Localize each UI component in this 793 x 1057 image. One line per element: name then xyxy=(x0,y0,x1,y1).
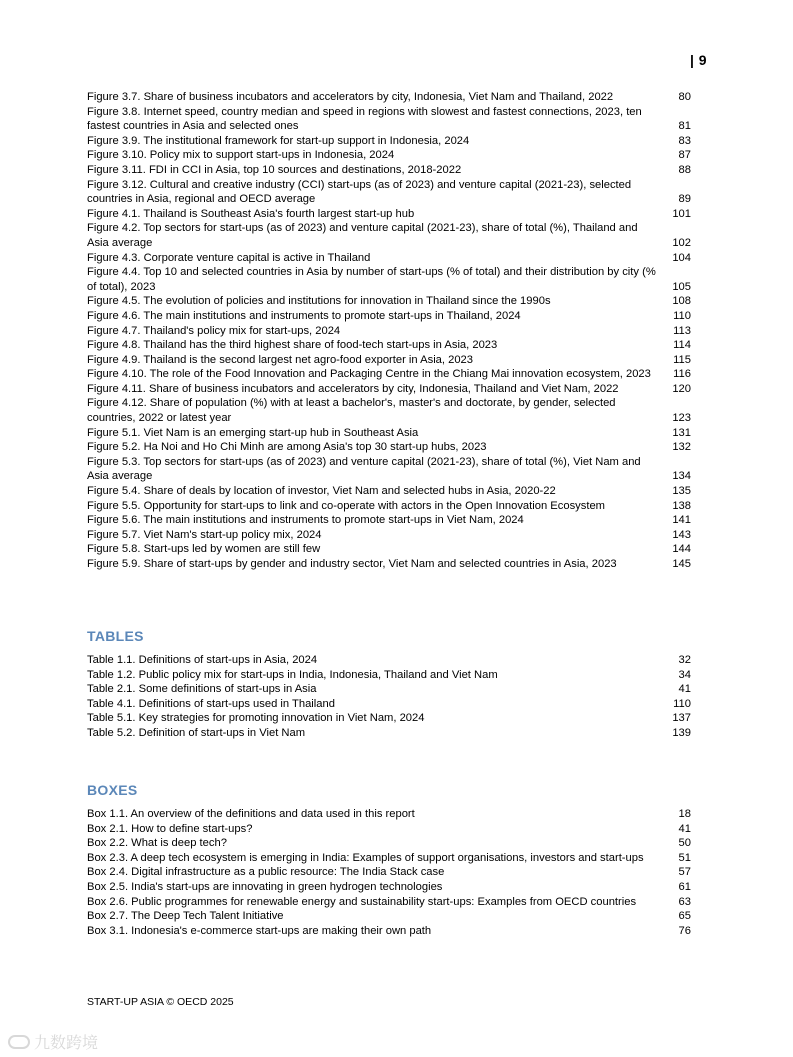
toc-entry[interactable] xyxy=(87,367,691,382)
toc-entry-page: 110 xyxy=(673,309,691,322)
toc-entry-title: Figure 5.3. Top sectors for start-ups (as of 2023) and venture capital (2021-23), share of total (%), Viet Nam and Asia average xyxy=(87,455,641,483)
toc-entry[interactable] xyxy=(87,440,691,455)
toc-entry-title: Box 2.7. The Deep Tech Talent Initiative xyxy=(87,910,284,923)
toc-entry-title: Table 4.1. Definitions of start-ups used in Thailand xyxy=(87,697,335,710)
toc-entry-title: Figure 4.8. Thailand has the third highest share of food-tech start-ups in Asia, 2023 xyxy=(87,339,498,352)
toc-entry-page: 110 xyxy=(673,697,691,710)
toc-entry-title: Box 2.3. A deep tech ecosystem is emerging in India: Examples of support organisations, investors and start-ups xyxy=(87,851,644,864)
toc-entry-page: 144 xyxy=(672,543,691,556)
toc-entry-page: 115 xyxy=(673,353,691,366)
toc-entry-title: Table 1.1. Definitions of start-ups in Asia, 2024 xyxy=(87,654,318,666)
toc-entry-title: Figure 4.6. The main institutions and instruments to promote start-ups in Thailand, 2024 xyxy=(87,309,521,322)
toc-entry-title: Figure 4.7. Thailand's policy mix for start-ups, 2024 xyxy=(87,324,341,337)
toc-entry[interactable] xyxy=(87,697,691,712)
toc-entry[interactable] xyxy=(87,851,691,866)
toc-entry-page: 134 xyxy=(672,470,691,483)
toc-entry-title: Figure 4.5. The evolution of policies and institutions for innovation in Thailand since the 1990s xyxy=(87,295,551,308)
toc-entry[interactable] xyxy=(87,668,691,683)
boxes-heading: BOXES xyxy=(87,782,138,798)
toc-entry[interactable] xyxy=(87,726,691,741)
toc-entry[interactable] xyxy=(87,148,691,163)
toc-entry-page: 87 xyxy=(678,149,691,162)
toc-entry[interactable] xyxy=(87,207,691,222)
toc-entry-page: 138 xyxy=(672,499,691,512)
toc-entry-page: 143 xyxy=(672,528,691,541)
boxes-list xyxy=(87,807,691,938)
toc-entry-page: 113 xyxy=(673,324,691,337)
toc-entry-title: Figure 4.3. Corporate venture capital is active in Thailand xyxy=(87,251,371,264)
toc-entry[interactable] xyxy=(87,455,691,484)
toc-entry-page: 123 xyxy=(672,412,691,425)
toc-entry-title: Box 2.2. What is deep tech? xyxy=(87,837,227,850)
toc-entry[interactable] xyxy=(87,499,691,514)
toc-entry[interactable] xyxy=(87,251,691,266)
toc-entry-title: Figure 3.7. Share of business incubators and accelerators by city, Indonesia, Viet Nam and Thailand, 2022 xyxy=(87,91,614,103)
toc-entry-title: Box 2.1. How to define start-ups? xyxy=(87,822,253,835)
tables-heading: TABLES xyxy=(87,628,144,644)
toc-entry-title: Box 2.4. Digital infrastructure as a public resource: The India Stack case xyxy=(87,866,445,879)
toc-entry-page: 32 xyxy=(678,654,691,666)
toc-entry-page: 88 xyxy=(678,163,691,176)
toc-entry[interactable] xyxy=(87,105,691,134)
toc-entry-title: Figure 3.9. The institutional framework for start-up support in Indonesia, 2024 xyxy=(87,134,470,147)
toc-entry-page: 105 xyxy=(672,280,691,293)
toc-entry-title: Figure 5.8. Start-ups led by women are still few xyxy=(87,543,321,556)
toc-entry[interactable] xyxy=(87,178,691,207)
toc-entry[interactable] xyxy=(87,557,691,572)
toc-entry[interactable] xyxy=(87,895,691,910)
toc-entry[interactable] xyxy=(87,909,691,924)
toc-entry[interactable] xyxy=(87,653,691,668)
toc-entry[interactable] xyxy=(87,163,691,178)
toc-entry-page: 116 xyxy=(673,368,691,381)
toc-entry-page: 101 xyxy=(672,207,691,220)
toc-entry[interactable] xyxy=(87,265,691,294)
toc-entry[interactable] xyxy=(87,528,691,543)
toc-entry-page: 89 xyxy=(678,193,691,206)
toc-entry-page: 108 xyxy=(672,295,691,308)
toc-entry[interactable] xyxy=(87,294,691,309)
toc-entry-title: Box 2.6. Public programmes for renewable energy and sustainability start-ups: Examples from OECD countries xyxy=(87,895,637,908)
tables-list xyxy=(87,653,691,741)
toc-entry-page: 61 xyxy=(678,880,691,893)
toc-entry[interactable] xyxy=(87,134,691,149)
watermark-logo-icon xyxy=(8,1035,30,1049)
toc-entry[interactable] xyxy=(87,513,691,528)
toc-entry-title: Figure 4.9. Thailand is the second largest net agro-food exporter in Asia, 2023 xyxy=(87,353,474,366)
toc-entry-page: 65 xyxy=(678,910,691,923)
toc-entry[interactable] xyxy=(87,221,691,250)
toc-entry[interactable] xyxy=(87,353,691,368)
toc-entry-page: 41 xyxy=(678,822,691,835)
toc-entry-page: 63 xyxy=(678,895,691,908)
toc-entry-page: 80 xyxy=(678,91,691,103)
toc-entry-title: Figure 4.4. Top 10 and selected countries in Asia by number of start-ups (% of total) and their distribution by city (% of total), 2023 xyxy=(87,266,656,293)
toc-entry-title: Figure 3.11. FDI in CCI in Asia, top 10 sources and destinations, 2018-2022 xyxy=(87,163,462,176)
toc-entry-page: 102 xyxy=(672,236,691,249)
toc-entry-page: 135 xyxy=(672,485,691,498)
toc-entry-title: Figure 5.6. The main institutions and instruments to promote start-ups in Viet Nam, 2024 xyxy=(87,514,524,527)
toc-entry[interactable] xyxy=(87,836,691,851)
toc-entry[interactable] xyxy=(87,924,691,939)
page-number: | 9 xyxy=(690,52,708,68)
toc-entry[interactable] xyxy=(87,682,691,697)
toc-entry-page: 41 xyxy=(678,683,691,696)
toc-entry-title: Table 5.1. Key strategies for promoting innovation in Viet Nam, 2024 xyxy=(87,712,425,725)
toc-entry-page: 83 xyxy=(678,134,691,147)
toc-entry-page: 137 xyxy=(672,712,691,725)
toc-entry[interactable] xyxy=(87,324,691,339)
toc-entry-page: 51 xyxy=(678,851,691,864)
toc-entry-page: 114 xyxy=(673,339,691,352)
toc-entry-title: Figure 4.11. Share of business incubators and accelerators by city, Indonesia, Thailand and Viet Nam, 2022 xyxy=(87,382,619,395)
toc-entry-page: 131 xyxy=(672,426,691,439)
toc-entry[interactable] xyxy=(87,396,691,425)
watermark-text: 九数跨境 xyxy=(34,1035,99,1052)
toc-entry[interactable] xyxy=(87,309,691,324)
toc-entry-title: Figure 4.2. Top sectors for start-ups (as of 2023) and venture capital (2021-23), share of total (%), Thailand and Asia average xyxy=(87,222,638,249)
toc-entry-title: Figure 3.10. Policy mix to support start-ups in Indonesia, 2024 xyxy=(87,149,395,162)
toc-entry-page: 34 xyxy=(678,668,691,681)
page-footer: START-UP ASIA © OECD 2025 xyxy=(87,996,234,1008)
toc-entry-title: Figure 5.7. Viet Nam's start-up policy mix, 2024 xyxy=(87,528,322,541)
toc-entry-title: Figure 5.5. Opportunity for start-ups to link and co-operate with actors in the Open Innovation Ecosystem xyxy=(87,499,605,512)
toc-entry[interactable] xyxy=(87,484,691,499)
figures-list xyxy=(87,90,691,572)
toc-entry-page: 76 xyxy=(678,924,691,937)
toc-entry-page: 57 xyxy=(678,866,691,879)
toc-entry-title: Table 2.1. Some definitions of start-ups in Asia xyxy=(87,683,317,696)
toc-entry[interactable] xyxy=(87,865,691,880)
toc-entry[interactable] xyxy=(87,338,691,353)
toc-entry-title: Box 1.1. An overview of the definitions and data used in this report xyxy=(87,808,415,820)
toc-entry[interactable] xyxy=(87,382,691,397)
toc-entry-page: 18 xyxy=(678,808,691,820)
toc-entry[interactable] xyxy=(87,711,691,726)
toc-entry-page: 104 xyxy=(672,251,691,264)
toc-entry-title: Figure 4.10. The role of the Food Innovation and Packaging Centre in the Chiang Mai innovation ecosystem, 2023 xyxy=(87,368,651,381)
toc-entry-title: Figure 5.9. Share of start-ups by gender and industry sector, Viet Nam and selected countries in Asia, 2023 xyxy=(87,558,617,570)
toc-entry-title: Figure 5.2. Ha Noi and Ho Chi Minh are among Asia's top 30 start-up hubs, 2023 xyxy=(87,441,487,454)
toc-entry[interactable] xyxy=(87,880,691,895)
toc-entry-title: Table 1.2. Public policy mix for start-ups in India, Indonesia, Thailand and Viet Nam xyxy=(87,668,498,681)
toc-entry-title: Figure 5.1. Viet Nam is an emerging start-up hub in Southeast Asia xyxy=(87,426,419,439)
toc-entry-title: Figure 3.12. Cultural and creative industry (CCI) start-ups (as of 2023) and venture capital (2021-23), selected countries in Asia, regional and OECD average xyxy=(87,178,632,206)
toc-entry-page: 139 xyxy=(672,726,691,739)
toc-entry-title: Figure 4.12. Share of population (%) with at least a bachelor's, master's and doctorate, by gender, selected countries, 2022 or latest year xyxy=(87,397,616,425)
toc-entry-title: Box 2.5. India's start-ups are innovating in green hydrogen technologies xyxy=(87,880,443,893)
toc-entry-page: 132 xyxy=(672,441,691,454)
toc-entry[interactable] xyxy=(87,426,691,441)
toc-entry-page: 141 xyxy=(672,514,691,527)
watermark xyxy=(8,1030,98,1053)
toc-entry-page: 81 xyxy=(678,120,691,133)
toc-entry-title: Table 5.2. Definition of start-ups in Viet Nam xyxy=(87,726,306,739)
toc-entry-title: Figure 4.1. Thailand is Southeast Asia's fourth largest start-up hub xyxy=(87,207,415,220)
toc-entry[interactable] xyxy=(87,807,691,822)
toc-entry-title: Figure 3.8. Internet speed, country median and speed in regions with slowest and fastest connections, 2023, ten fastest countries in Asia and selected ones xyxy=(87,105,642,133)
toc-entry[interactable] xyxy=(87,90,691,105)
toc-entry-page: 120 xyxy=(672,382,691,395)
toc-entry-page: 50 xyxy=(678,837,691,850)
toc-entry[interactable] xyxy=(87,822,691,837)
toc-entry[interactable] xyxy=(87,542,691,557)
toc-entry-title: Box 3.1. Indonesia's e-commerce start-ups are making their own path xyxy=(87,924,432,937)
toc-entry-title: Figure 5.4. Share of deals by location of investor, Viet Nam and selected hubs in Asia, 2020-22 xyxy=(87,485,556,498)
toc-entry-page: 145 xyxy=(672,558,691,570)
